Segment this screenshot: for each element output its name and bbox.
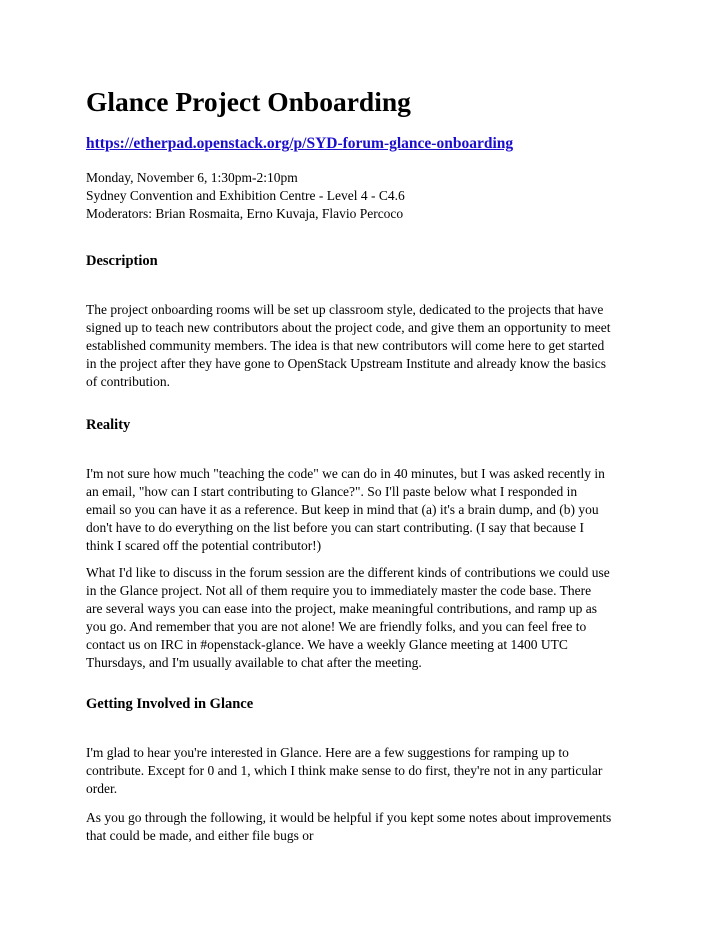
text-line: think I scared off the potential contributor!) <box>86 538 322 553</box>
reality-paragraph-1 <box>86 465 646 555</box>
etherpad-link[interactable]: https://etherpad.openstack.org/p/SYD-forum-glance-onboarding <box>86 135 514 152</box>
text-line: established community members. The idea is that new contributors will come here to get started <box>86 338 605 353</box>
text-line: are several ways you can ease into the project, make meaningful contributions, and ramp up as <box>86 601 597 616</box>
text-line: I'm glad to hear you're interested in Glance. Here are a few suggestions for ramping up to <box>86 745 569 760</box>
reality-paragraph-2 <box>86 564 646 672</box>
text-line: that could be made, and either file bugs or <box>86 828 314 843</box>
reality-heading: Reality <box>86 417 131 433</box>
text-line: order. <box>86 781 118 796</box>
text-line: The project onboarding rooms will be set up classroom style, dedicated to the projects that have <box>86 302 604 317</box>
description-heading: Description <box>86 253 158 269</box>
text-line: I'm not sure how much "teaching the code" we can do in 40 minutes, but I was asked recently in <box>86 466 605 481</box>
text-line: Thursdays, and I'm usually available to chat after the meeting. <box>86 655 422 670</box>
text-line: contact us on IRC in #openstack-glance. We have a weekly Glance meeting at 1400 UTC <box>86 637 568 652</box>
text-line: you go. And remember that you are not alone! We are friendly folks, and you can feel free to <box>86 619 587 634</box>
session-meta <box>86 169 405 223</box>
getting-involved-paragraph-2 <box>86 809 646 845</box>
session-location: Sydney Convention and Exhibition Centre - Level 4 - C4.6 <box>86 188 405 203</box>
text-line: don't have to do everything on the list before you can start contributing. (I say that because I <box>86 520 585 535</box>
session-moderators: Moderators: Brian Rosmaita, Erno Kuvaja, Flavio Percoco <box>86 206 404 221</box>
page-title: Glance Project Onboarding <box>86 86 411 117</box>
text-line: signed up to teach new contributors about the project code, and give them an opportunity to meet <box>86 320 611 335</box>
text-line: in the Glance project. Not all of them require you to immediately master the code base. There <box>86 583 592 598</box>
session-date: Monday, November 6, 1:30pm-2:10pm <box>86 170 298 185</box>
text-line: of contribution. <box>86 374 170 389</box>
text-line: an email, "how can I start contributing to Glance?". So I'll paste below what I responded in <box>86 484 578 499</box>
text-line: in the project after they have gone to OpenStack Upstream Institute and already know the basics <box>86 356 606 371</box>
text-line: What I'd like to discuss in the forum session are the different kinds of contributions we could use <box>86 565 610 580</box>
description-paragraph <box>86 301 646 391</box>
getting-involved-heading: Getting Involved in Glance <box>86 696 254 712</box>
text-line: As you go through the following, it would be helpful if you kept some notes about improvements <box>86 810 612 825</box>
text-line: contribute. Except for 0 and 1, which I think make sense to do first, they're not in any particular <box>86 763 603 778</box>
getting-involved-paragraph-1 <box>86 744 646 798</box>
text-line: email so you can have it as a reference. But keep in mind that (a) it's a brain dump, and (b) you <box>86 502 599 517</box>
